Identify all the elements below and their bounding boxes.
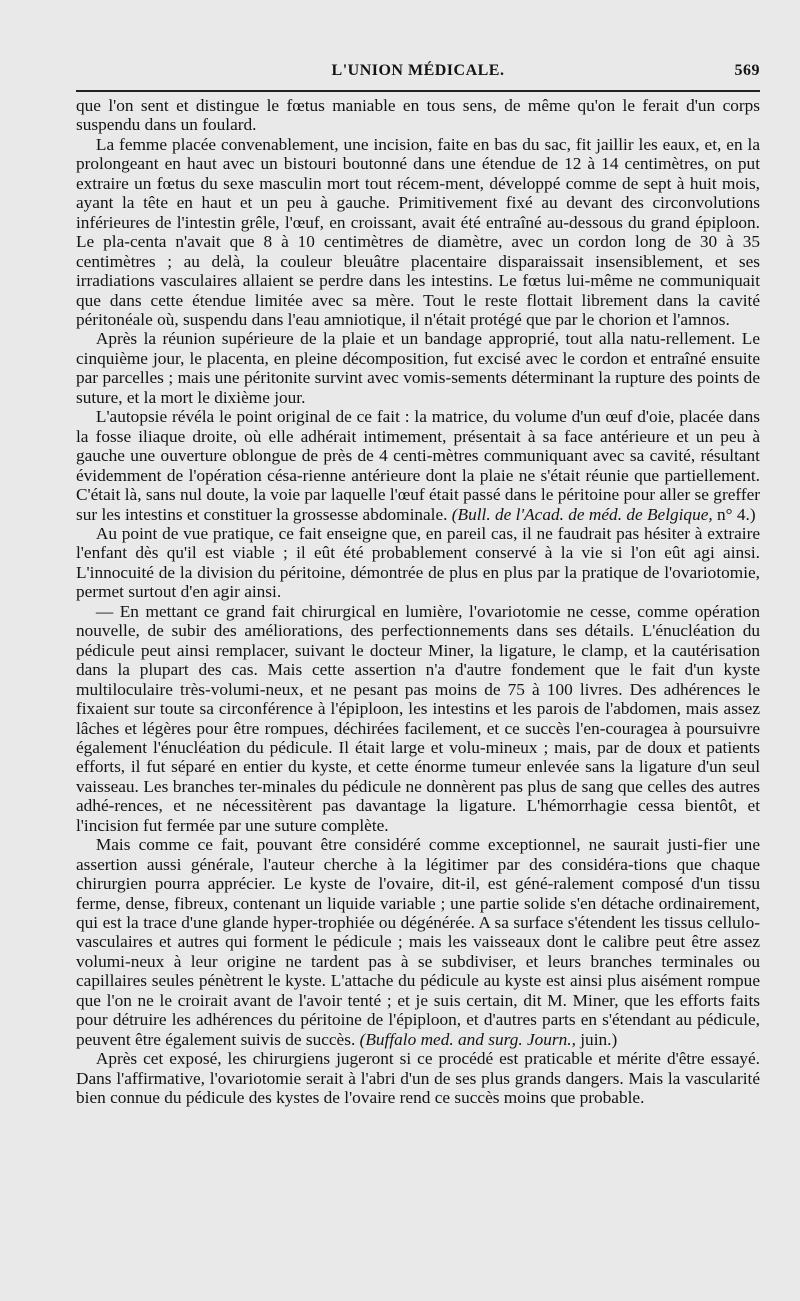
page-number: 569 (734, 62, 760, 79)
citation-bull-acad: (Bull. de l'Acad. de méd. de Belgique, (451, 504, 713, 524)
header-rule (76, 90, 760, 92)
running-header (76, 58, 760, 84)
citation-buffalo-journ-tail: juin.) (575, 1029, 618, 1049)
paragraph-3: Après la réunion supérieure de la plaie et un bandage approprié, tout alla natu-rellement. Le cinquième jour, le placenta, en pleine décomposition, fut excisé avec le cordon et entraîné ensuite par parcelles ; mais une péritonite survint avec vomis-sements déterminant la rupture des points de suture, et la mort le dixième jour. (76, 329, 760, 407)
paragraph-4-text: L'autopsie révéla le point original de ce fait : la matrice, du volume d'un œuf d'oie, placée dans la fosse iliaque droite, où elle adhérait intimement, présentait à sa face antérieure et un peu à gauche une ouverture oblongue de près de 4 centi-mètres communiquant avec sa cavité, résultant évidemment de l'opération césa-rienne antérieure dont la plaie ne s'était réunie que partiellement. C'était là, sans nul doute, la voie par laquelle l'œuf était passé dans le péritoine pour aller se greffer sur les intestins et constituer la grossesse abdominale. (76, 407, 760, 524)
paragraph-2: La femme placée convenablement, une incision, faite en bas du sac, fit jaillir les eaux, et, en la prolongeant en haut avec un bistouri boutonné dans une étendue de 12 à 14 centimètres, on put extraire un fœtus du sexe masculin mort tout récem-ment, développé comme de sept à huit mois, ayant la tête en haut et un peu à gauche. Primitivement fixé au devant des circonvolutions inférieures de l'intestin grêle, l'œuf, en croissant, avait été entraîné au-dessous du grand épiploon. Le pla-centa n'avait que 8 à 10 centimètres de diamètre, avec un cordon long de 30 à 35 centimètres ; au delà, la couleur bleuâtre placentaire disparaissait insensiblement, et ses irradiations vasculaires allaient se perdre dans les intestins. Le fœtus lui-même ne communiquait que dans cette étendue limitée avec sa mère. Tout le reste flottait librement dans la cavité péritonéale où, suspendu dans l'eau amniotique, il n'était protégé que par le chorion et l'amnos. (76, 134, 760, 329)
paragraph-7-text: Mais comme ce fait, pouvant être considéré comme exceptionnel, ne saurait justi-fier une assertion aussi générale, l'auteur cherche à la légitimer par des considéra-tions que chaque chirurgien pourra apprécier. Le kyste de l'ovaire, dit-il, est géné-ralement composé d'un tissu ferme, dense, fibreux, contenant un liquide variable ; une partie solide s'en détache ordinairement, qui est la trace d'une glande hyper-trophiée ou dégénérée. A sa surface s'étendent les tissus cellulo-vasculaires et autres qui forment le pédicule ; mais les vaisseaux dont le calibre peut être assez volumi-neux à leur origine ne tardent pas à se subdiviser, et leurs branches terminales ou capillaires seules pénètrent le kyste. L'attache du pédicule au kyste est ainsi plus aisément rompue que l'on ne le croirait avant de l'avoir tenté ; et je suis certain, dit M. Miner, que les efforts faits pour détruire les adhérences du péritoine de l'épiploon, et d'autres parts en s'étendant au pédicule, peuvent être également suivis de succès. (76, 835, 760, 1049)
paragraph-8: Après cet exposé, les chirurgiens jugeront si ce procédé est praticable et mérite d'être essayé. Dans l'affirmative, l'ovariotomie serait à l'abri d'un de ses plus grands dangers. Mais la vascularité bien connue du pédicule des kystes de l'ovaire rend ce succès moins que probable. (76, 1049, 760, 1108)
article-body (76, 96, 760, 1108)
paragraph-6: — En mettant ce grand fait chirurgical en lumière, l'ovariotomie ne cesse, comme opération nouvelle, de subir des améliorations, des perfectionnements dans ses détails. L'énucléation du pédicule peut ainsi remplacer, suivant le docteur Miner, la ligature, le clamp, et la cautérisation dans la plupart des cas. Mais cette assertion n'a d'autre fondement que le fait d'un kyste multiloculaire très-volumi-neux, et ne pesant pas moins de 75 à 100 livres. Des adhérences le fixaient sur toute sa circonférence à l'épiploon, les intestins et les parois de l'abdomen, mais assez lâches et légères pour être rompues, déchirées facilement, et ce succès l'en-couragea à poursuivre également l'énucléation du pédicule. Il était large et volu-mineux ; mais, par de doux et patients efforts, il fut séparé en entier du kyste, et cette énorme tumeur enlevée sans la ligature d'un seul vaisseau. Les branches ter-minales du pédicule ne donnèrent pas plus de sang que celles des autres adhé-rences, et ne nécessitèrent pas davantage la ligature. L'hémorrhagie cessa bientôt, et l'incision fut fermée par une suture complète. (76, 601, 760, 835)
paragraph-1: que l'on sent et distingue le fœtus maniable en tous sens, de même qu'on le ferait d'un corps suspendu dans un foulard. (76, 96, 760, 135)
journal-title: L'UNION MÉDICALE. (331, 62, 505, 79)
paragraph-5: Au point de vue pratique, ce fait enseigne que, en pareil cas, il ne faudrait pas hésiter à extraire l'enfant dès qu'il est viable ; il eût été probablement conservé à la vie si l'on eût agi ainsi. L'innocuité de la division du péritoine, démontrée de plus en plus par la pratique de l'ovariotomie, permet surtout d'en agir ainsi. (76, 523, 760, 602)
paragraph-4 (76, 407, 760, 524)
citation-buffalo-journ: (Buffalo med. and surg. Journ., (359, 1029, 576, 1049)
paragraph-7 (76, 835, 760, 1049)
citation-bull-acad-tail: n° 4.) (712, 504, 756, 524)
